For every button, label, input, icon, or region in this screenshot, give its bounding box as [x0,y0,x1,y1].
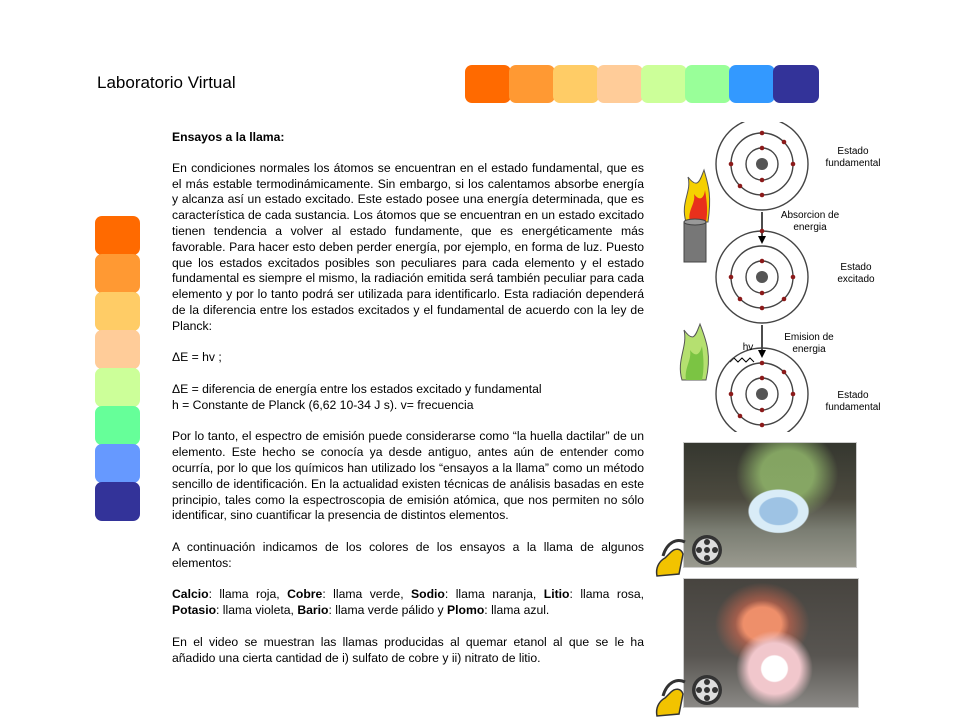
section-heading: Ensayos a la llama: [172,130,285,144]
definition-delta-e: ΔE = diferencia de energía entre los estados excitado y fundamental [172,381,542,396]
label-hv: hv [742,342,754,353]
top-nav-button-1[interactable] [465,65,511,103]
label-emission: Emision de energia [784,332,834,355]
label-ground-state-2: Estado fundamental [825,390,881,413]
element-name: Plomo [447,603,485,618]
top-nav-button-7[interactable] [729,65,775,103]
flame-color: : llama verde, [322,587,412,602]
flame-color: : llama rosa, [569,587,644,602]
top-color-nav [465,65,817,103]
top-nav-button-3[interactable] [553,65,599,103]
definition-h: h = Constante de Planck (6,62 10-34 J s). v= frecuencia [172,397,474,412]
planck-formula: ΔE = hv ; [172,350,222,365]
top-nav-button-8[interactable] [773,65,819,103]
element-name: Calcio [172,587,209,602]
film-reel-icon[interactable] [655,672,727,720]
side-nav-button-5[interactable] [95,368,140,407]
flame-color: : llama roja, [208,587,288,602]
top-nav-button-2[interactable] [509,65,555,103]
side-nav-button-6[interactable] [95,406,140,445]
label-absorption: Absorcion de energia [780,210,840,233]
atom-ground-state [716,122,808,210]
side-nav-button-3[interactable] [95,292,140,331]
flame-color: : llama violeta, [216,603,298,618]
emission-paragraph: Por lo tanto, el espectro de emisión puede considerarse como “la huella dactilar” de un elemento. Este hecho se conocía ya desde antiguo, antes aún de entender como ocurría, por lo que los químicos han utilizado los “ensayos a la llama” como un método sencillo de identificación. En la actualidad existen técnicas de análisis basadas en este principio, tales como la espectroscopia de emisión atómica, que nos permiten no sólo identificar, sino cuantificar la presencia de distintos elementos. [172,429,644,523]
intro-paragraph: En condiciones normales los átomos se encuentran en el estado fundamental, que es el más estable termodinámicamente. Sin embargo, si los calentamos absorbe energía y alcanza así un estado excitado. Este estado posee una energía determinada, que es característica de cada sustancia. Los átomos que se encuentran en un estado excitado tienen tendencia a volver al estado fundamente, que es energéticamente más favorable. Para hacer esto deben perder energía, por ejemplo, en forma de luz. Puesto que los estados excitados posibles son peculiares para cada elemento y el estado fundamental es siempre el mismo, la radiación emitida será también peculiar para cada elemento y por lo tanto podrá ser utilizada para identificarlo. Esta radiación dependerá de la diferencia entre los estados excitados y el fundamental de acuerdo con la ley de Planck: [172,160,644,333]
flame-colors-list [172,587,644,619]
flame-color: : llama verde pálido y [328,603,448,618]
element-name: Sodio [411,587,445,602]
side-nav-button-4[interactable] [95,330,140,369]
side-color-nav [95,216,140,520]
top-nav-button-4[interactable] [597,65,643,103]
label-ground-state: Estado fundamental [825,146,881,169]
flame-red-icon [684,170,710,262]
top-nav-button-5[interactable] [641,65,687,103]
element-name: Litio [543,587,570,602]
colors-intro: A continuación indicamos de los colores de los ensayos a la llama de algunos elementos: [172,539,644,570]
element-name: Potasio [172,603,217,618]
label-excited-state: Estado excitado [837,262,875,285]
flame-color: : llama azul. [484,603,550,618]
film-reel-icon[interactable] [655,532,727,580]
flame-color: : llama naranja, [444,587,544,602]
side-nav-button-7[interactable] [95,444,140,483]
flame-green-icon [680,324,708,380]
video-paragraph: En el video se muestran las llamas producidas al quemar etanol al que se le ha añadido una cierta cantidad de i) sulfato de cobre y ii) nitrato de litio. [172,634,644,665]
main-text [172,130,644,666]
app-title: Laboratorio Virtual [97,73,236,92]
side-nav-button-8[interactable] [95,482,140,521]
atom-energy-diagram [672,122,902,432]
top-nav-button-6[interactable] [685,65,731,103]
atom-ground-state-2 [716,348,808,432]
element-name: Bario [297,603,329,618]
element-name: Cobre [287,587,323,602]
side-nav-button-1[interactable] [95,216,140,255]
side-nav-button-2[interactable] [95,254,140,293]
